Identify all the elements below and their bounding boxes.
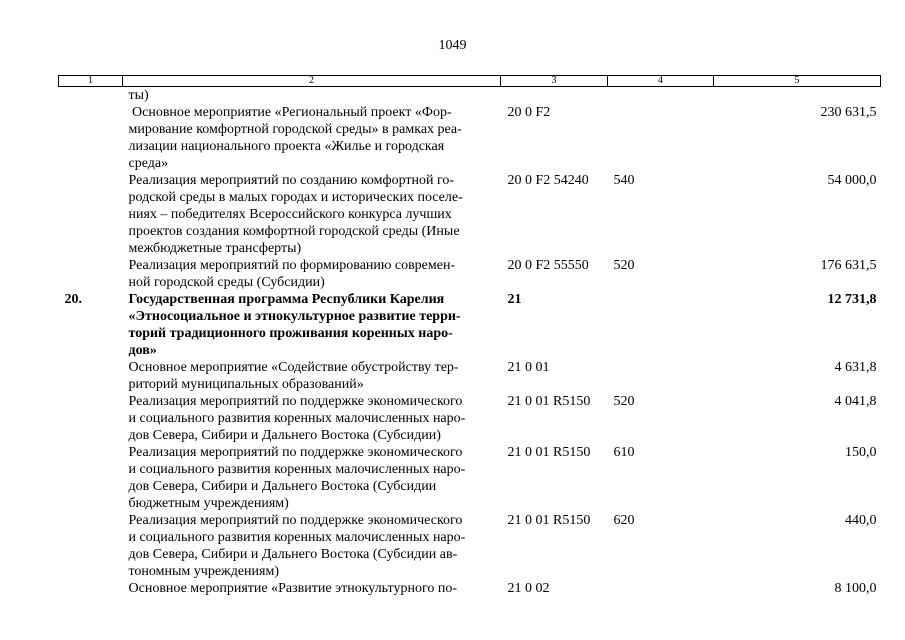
row-name-line: межбюджетные трансферты)	[128, 241, 302, 256]
table-row	[59, 359, 881, 393]
row-name-line: Реализация мероприятий по поддержке экономического	[128, 394, 463, 409]
row-name-line: Реализация мероприятий по поддержке экономического	[128, 513, 463, 528]
target-article-code: 21 0 01 R5150	[507, 513, 591, 528]
row-name-line: ной городской среды (Субсидии)	[128, 275, 325, 290]
row-name-line: и социального развития коренных малочисленных наро-	[128, 411, 466, 426]
row-number: 20.	[64, 292, 82, 307]
target-article-code: 21 0 01	[507, 360, 550, 375]
row-number	[59, 359, 123, 393]
row-name-line: среда»	[128, 156, 169, 171]
row-number	[59, 512, 123, 580]
expense-type-code: 540	[613, 173, 635, 188]
budget-table	[58, 75, 881, 597]
target-article-code: 21	[507, 292, 522, 307]
row-name	[123, 512, 501, 580]
expense-type-code: 620	[613, 513, 635, 528]
row-number	[59, 87, 123, 105]
column-header-5: 5	[714, 76, 881, 87]
row-name-line: бюджетным учреждениям)	[128, 496, 289, 511]
target-article-code: 20 0 F2 54240	[507, 173, 589, 188]
table-row	[59, 104, 881, 172]
table-body	[59, 87, 881, 598]
row-name	[123, 580, 501, 597]
amount: 12 731,8	[827, 292, 877, 307]
row-name	[123, 172, 501, 257]
expense-type-code	[608, 359, 714, 393]
table-row	[59, 291, 881, 359]
row-name-line: и социального развития коренных малочисленных наро-	[128, 530, 466, 545]
row-name-line: тономным учреждениям)	[128, 564, 279, 579]
amount: 176 631,5	[820, 258, 877, 273]
row-name-line: проектов создания комфортной городской среды (Иные	[128, 224, 460, 239]
row-name-line: Основное мероприятие «Содействие обустройству тер-	[128, 360, 459, 375]
row-name	[123, 257, 501, 291]
target-article-code: 21 0 01 R5150	[507, 445, 591, 460]
row-name-line: Реализация мероприятий по созданию комфортной го-	[128, 173, 455, 188]
column-header-3: 3	[501, 76, 608, 87]
row-name-line: Реализация мероприятий по поддержке экономического	[128, 445, 463, 460]
row-name-line: риторий муниципальных образований»	[128, 377, 364, 392]
target-article-code: 20 0 F2	[507, 105, 551, 120]
table-row	[59, 172, 881, 257]
target-article-code: 20 0 F2 55550	[507, 258, 589, 273]
amount: 230 631,5	[820, 105, 877, 120]
row-name-line: лизации национального проекта «Жилье и городская	[128, 139, 445, 154]
row-name-line: ты)	[128, 88, 149, 103]
amount: 440,0	[845, 513, 877, 528]
expense-type-code: 610	[613, 445, 635, 460]
target-article-code: 21 0 01 R5150	[507, 394, 591, 409]
row-name-line: Государственная программа Республики Карелия	[128, 292, 445, 307]
table-row	[59, 87, 881, 105]
row-name-line: торий традиционного проживания коренных наро-	[128, 326, 453, 341]
row-name-line: Реализация мероприятий по формированию современ-	[128, 258, 456, 273]
row-number	[59, 172, 123, 257]
expense-type-code: 520	[613, 258, 635, 273]
row-name-line: дов»	[128, 343, 157, 358]
row-number	[59, 104, 123, 172]
row-name-line: дов Севера, Сибири и Дальнего Востока (Субсидии)	[128, 428, 441, 443]
expense-type-code	[608, 291, 714, 359]
table-row	[59, 512, 881, 580]
row-name	[123, 87, 501, 105]
row-name-line: дов Севера, Сибири и Дальнего Востока (Субсидии	[128, 479, 437, 494]
header-row	[59, 76, 881, 87]
row-name	[123, 393, 501, 444]
amount	[714, 87, 881, 105]
amount: 4 631,8	[834, 360, 877, 375]
column-header-4: 4	[608, 76, 714, 87]
column-header-1: 1	[59, 76, 123, 87]
expense-type-code	[608, 87, 714, 105]
row-number	[59, 444, 123, 512]
table-row	[59, 444, 881, 512]
row-name-line: родской среды в малых городах и исторических поселе-	[128, 190, 463, 205]
page-number: 1049	[438, 38, 467, 53]
target-article-code	[501, 87, 608, 105]
expense-type-code: 520	[613, 394, 635, 409]
row-name	[123, 291, 501, 359]
row-number	[59, 580, 123, 597]
table-header	[59, 76, 881, 87]
expense-type-code	[608, 104, 714, 172]
amount: 54 000,0	[827, 173, 877, 188]
column-header-2: 2	[123, 76, 501, 87]
row-name-line: Основное мероприятие «Региональный проект «Фор-	[128, 105, 452, 120]
row-name	[123, 444, 501, 512]
row-name	[123, 359, 501, 393]
row-name-line: дов Севера, Сибири и Дальнего Востока (Субсидии ав-	[128, 547, 458, 562]
amount: 150,0	[845, 445, 877, 460]
row-name	[123, 104, 501, 172]
row-name-line: Основное мероприятие «Развитие этнокультурного по-	[128, 581, 458, 596]
table-row	[59, 393, 881, 444]
row-name-line: ниях – победителях Всероссийского конкурса лучших	[128, 207, 452, 222]
row-name-line: мирование комфортной городской среды» в рамках реа-	[128, 122, 462, 137]
amount: 8 100,0	[834, 581, 877, 596]
table-row	[59, 580, 881, 597]
target-article-code: 21 0 02	[507, 581, 550, 596]
table-row	[59, 257, 881, 291]
row-number	[59, 257, 123, 291]
row-name-line: «Этносоциальное и этнокультурное развитие терри-	[128, 309, 461, 324]
row-number	[59, 393, 123, 444]
amount: 4 041,8	[834, 394, 877, 409]
expense-type-code	[608, 580, 714, 597]
row-name-line: и социального развития коренных малочисленных наро-	[128, 462, 466, 477]
